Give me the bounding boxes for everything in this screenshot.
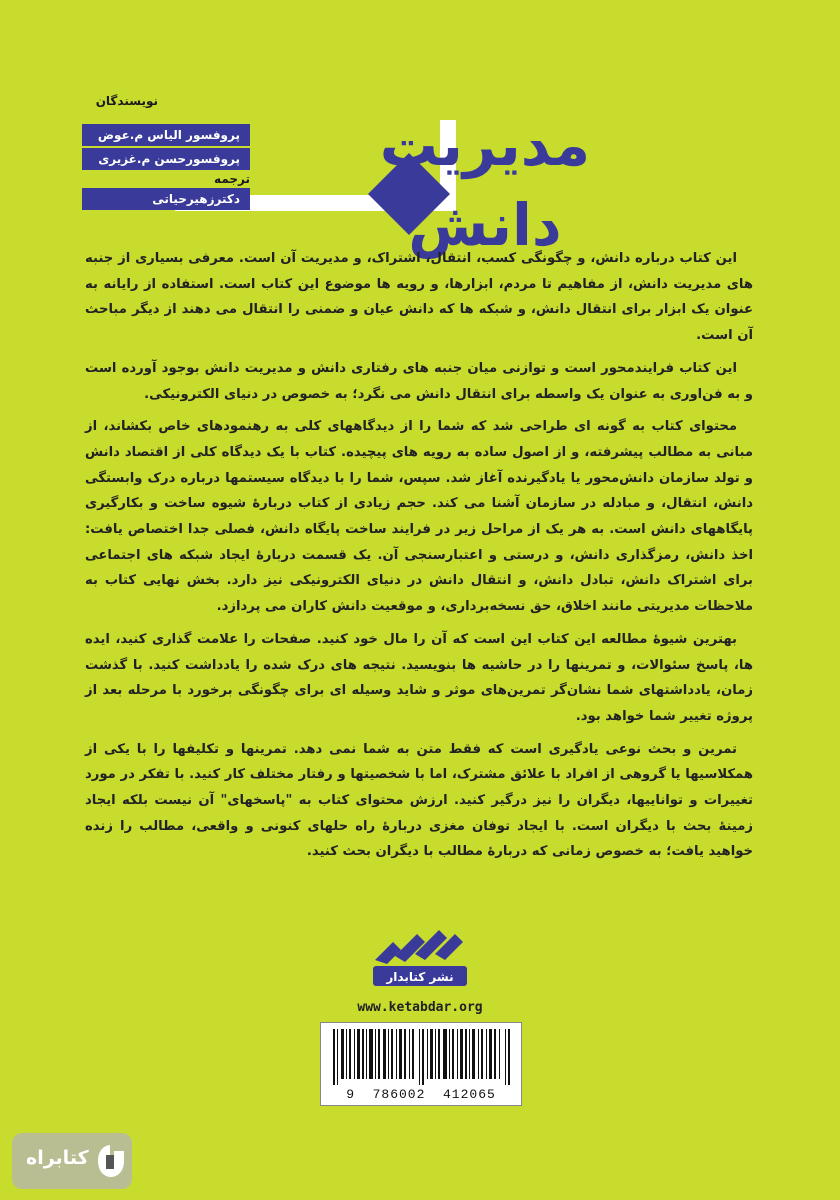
publisher-website: www.ketabdar.org (357, 1000, 483, 1015)
description-paragraph-2: این کتاب فرایندمحور است و توازنی میان جنبه های رفتاری دانش و مدیریت دانش بوجود آورده است و به فن‌اوری به عنوان یک واسطه برای انتقال دانش می نگرد؛ به خصوص در دنیای الکترونیکی. (85, 360, 753, 402)
watermark-text: کتابراه (26, 1147, 89, 1169)
cover-header (0, 0, 840, 259)
book-description (85, 246, 753, 872)
description-paragraph-1: این کتاب درباره دانش، و چگونگی کسب، انتقال، اشتراک، و مدیریت آن است. معرفی بسیاری از جنبه های مدیریت دانش، از مفاهیم تا مردم، ابزارها، و رویه ها موضوع این کتاب است. استفاده از رایانه به عنوان یک ابزار برای انتقال دانش، و شبکه ها که دانش عیان و ضمنی را انتقال می دهند از دیگر مباحث آن است. (85, 251, 753, 344)
isbn-barcode (320, 1022, 522, 1106)
publisher-logo (365, 920, 475, 995)
ketabrah-watermark[interactable] (12, 1133, 132, 1189)
book-title: مدیریت دانش (379, 111, 591, 259)
description-paragraph-5: تمرین و بحث نوعی یادگیری است که فقط متن به شما نمی دهد. تمرینها و تکلیفها را با یکی از همکلاسیها یا گروهی از افراد با علائق مشترک، اما با شخصیتها و رفتار مختلف کار کنید. با تفکر در مورد تغییرات و تواناییها، دیگران را نیز درگیر کنید. ارزش محتوای کتاب به "پاسخهای" آن نیست بلکه ایجاد زمینهٔ بحث با دیگران است. با ایجاد توفان مغزی دربارهٔ راه حلهای کنونی و واقعی، مطالب را زنده خواهید یافت؛ به خصوص زمانی که دربارهٔ مطالب با دیگران بحث کنید. (85, 741, 753, 860)
translation-label: ترجمه (214, 172, 250, 186)
publisher-logo-text: نشر کتابدار (386, 970, 454, 984)
description-paragraph-4: بهترین شیوهٔ مطالعه این کتاب این است که آن را مال خود کنید. صفحات را علامت گذاری کنید، ایده ها، پاسخ سئوالات، و تمرینها را در حاشیه ها بنویسید. نتیجه های درک شده را یادداشت کنید. با گذشت زمان، یادداشتهای شما نشان‌گر تمرین‌های موثر و شاید وسیله ای برای چگونگی برخورد با مرحله بعد از پروژه تغییر شما خواهد بود. (85, 631, 753, 724)
isbn-number: 9 786002 412065 (346, 1087, 496, 1102)
translator-name: دکترزهیرحیاتی (82, 188, 250, 210)
author-name-1: پروفسور الیاس م.عوض (82, 124, 250, 146)
barcode-bars (333, 1029, 513, 1085)
author-name-2: پروفسورحسن م.غزیری (82, 148, 250, 170)
description-paragraph-3: محتوای کتاب به گونه ای طراحی شد که شما را از دیدگاههای کلی به رهنمودهای خاص بکشاند، از مبانی به مطالب پیشرفته، و از اصول ساده به رویه های پیچیده. کتاب با یک دیدگاه کلی از اقتصاد دانش و تولد سازمان دانش‌محور یا یادگیرنده آغاز شد. سپس، شما را با دیدگاه سیستمها درباره درک وابستگی دانش، انتقال، و مبادله در سازمان آشنا می کند. حجم زیادی از کتاب دربارهٔ شیوه ساخت و بکارگیری پایگاههای دانش است. به هر یک از مراحل زیر در فرایند ساخت پایگاه دانش، فصلی جدا اختصاص یافت: اخذ دانش، رمزگذاری دانش، و درستی و اعتبارسنجی آن. یک قسمت دربارهٔ ایجاد شبکه های اجتماعی برای اشتراک دانش، تبادل دانش، و انتقال دانش در دنیای الکترونیکی نیز دارد. بخش نهایی کتاب به ملاحظات مدیریتی مانند اخلاق، حق نسخه‌برداری، و موقعیت دانش کاران می پردازد. (85, 419, 753, 615)
authors-label: نویسندگان (95, 94, 158, 108)
ketabrah-logo-icon (96, 1143, 126, 1179)
